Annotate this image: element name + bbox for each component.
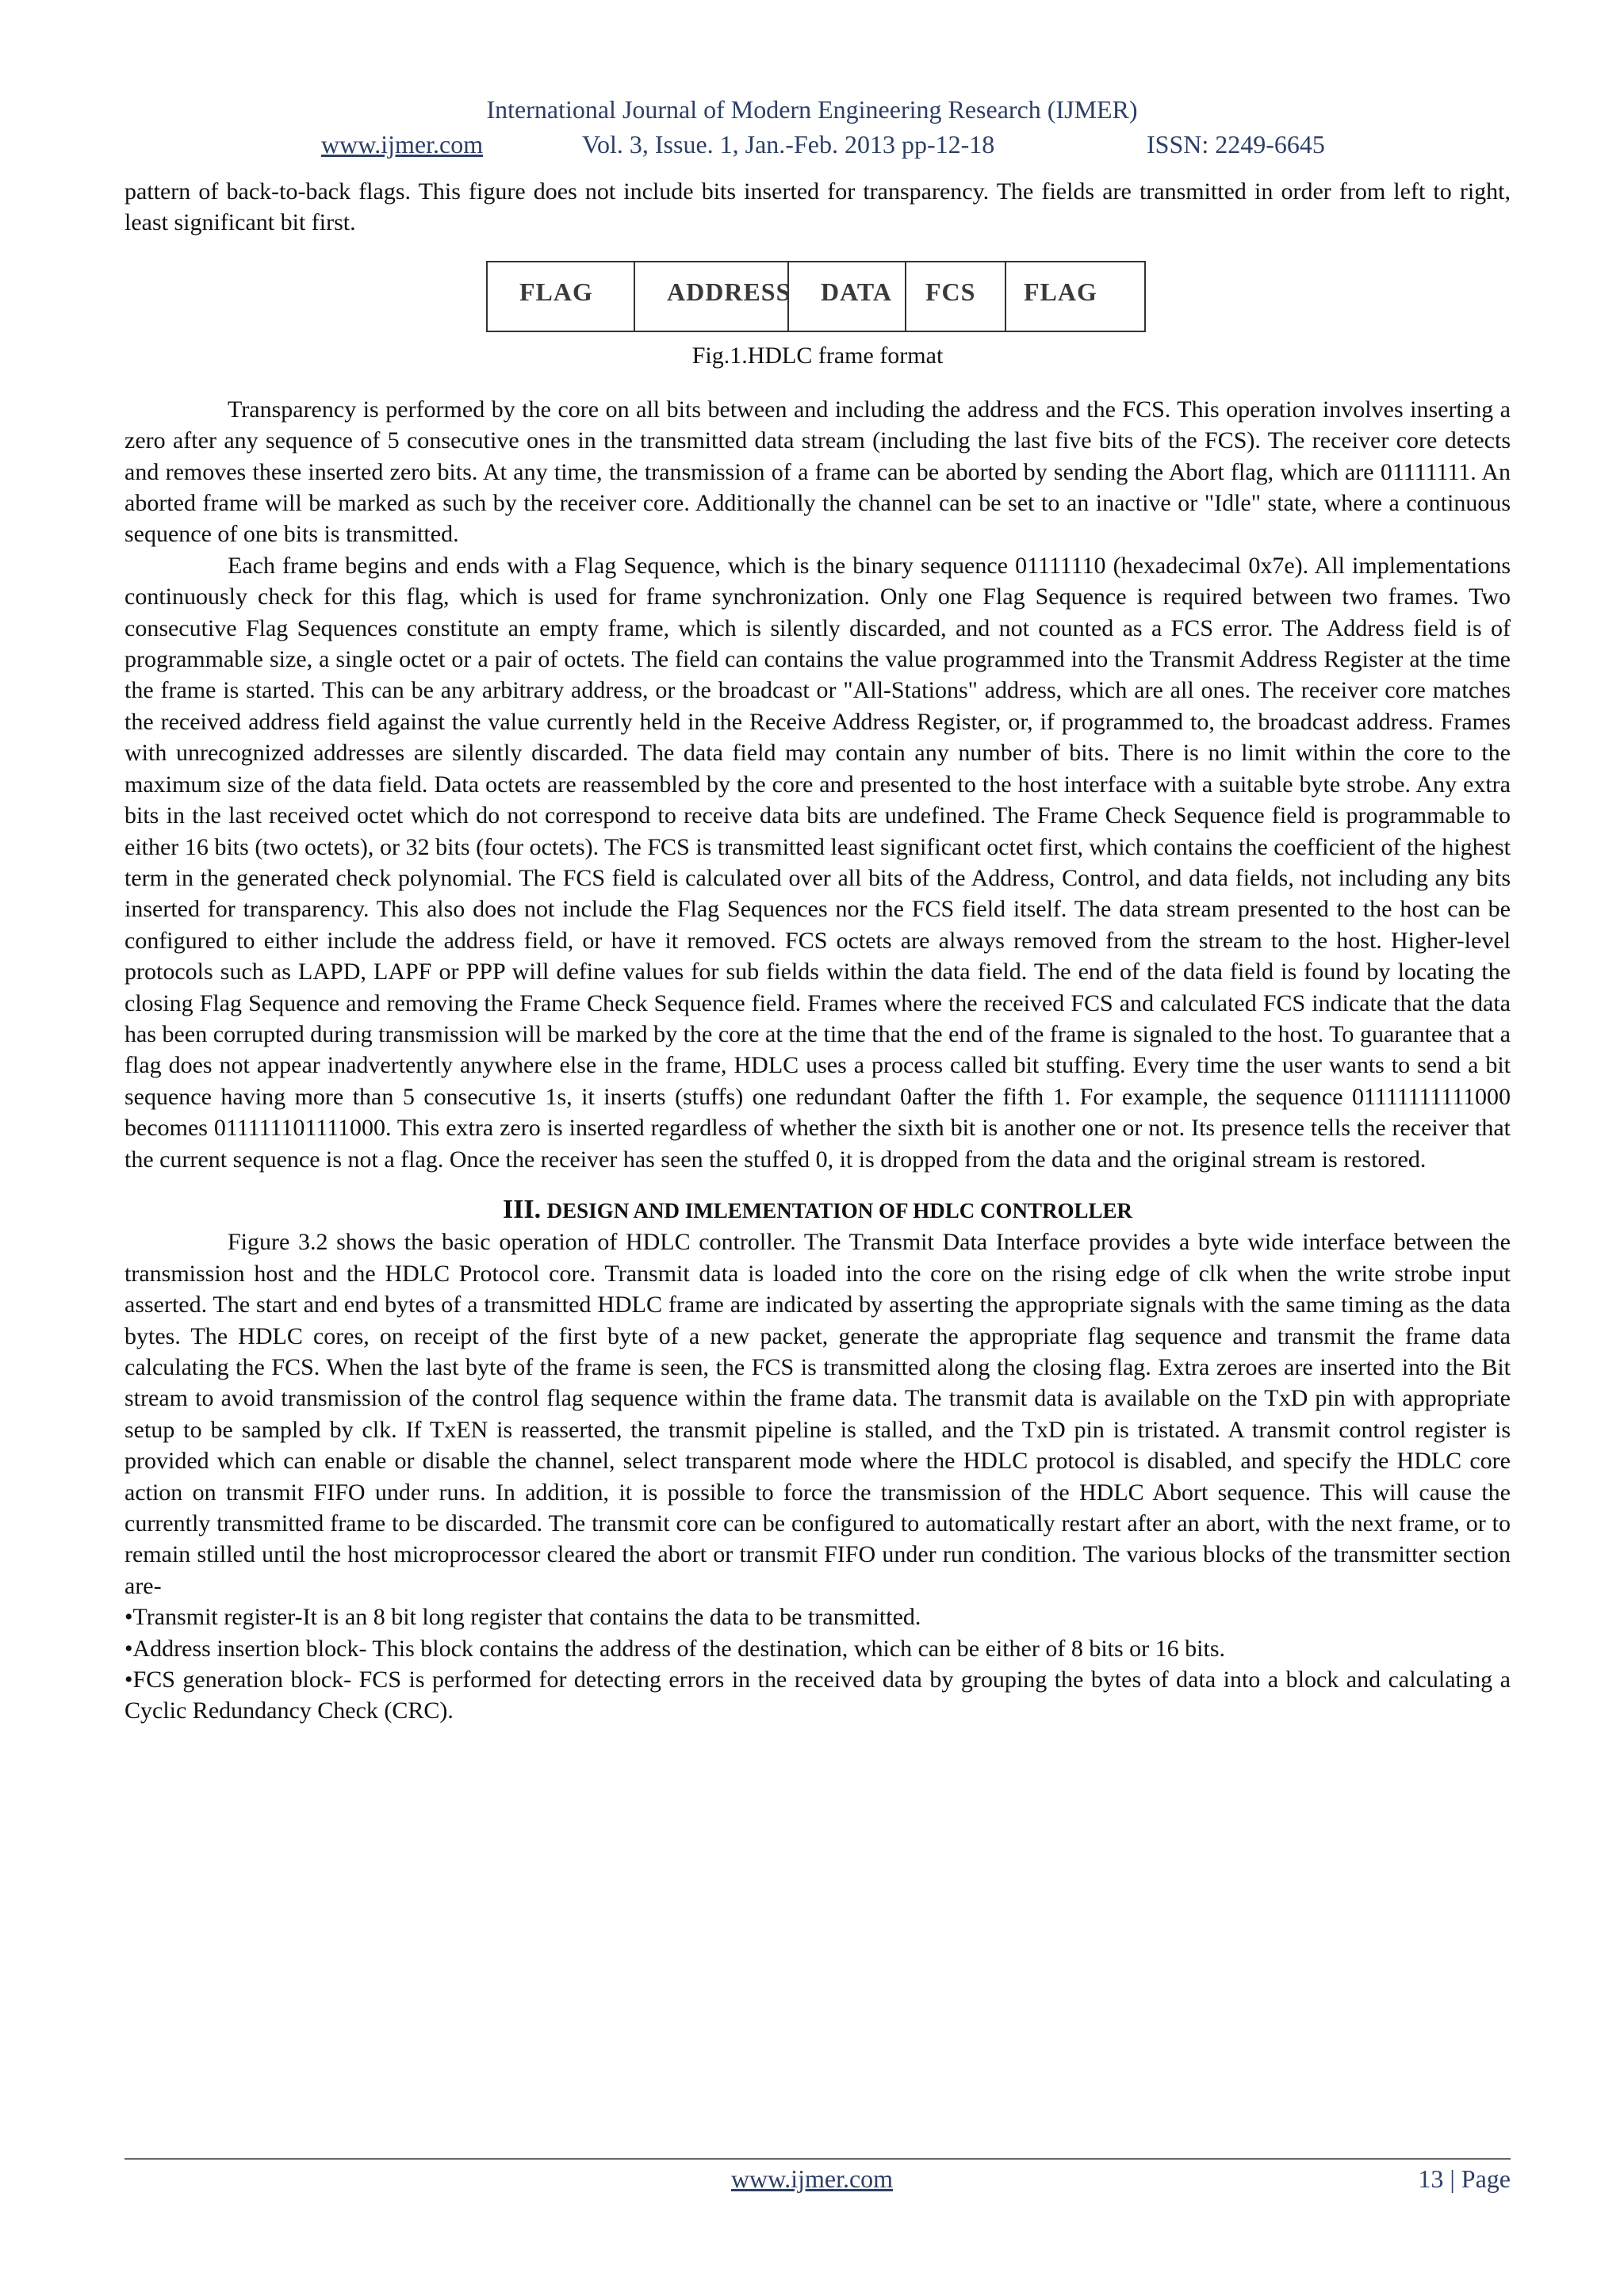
hdlc-frame-figure (486, 261, 1146, 372)
section-title: DESIGN AND IMLEMENTATION OF HDLC CONTROLLER (546, 1198, 1133, 1223)
frame-format-diagram (486, 261, 1146, 332)
footer-divider (124, 2158, 1511, 2160)
page-number: 13 | Page (1418, 2164, 1511, 2193)
bullet-item: •Address insertion block- This block contains the address of the destination, which can be either of 8 bits or 16 bits. (124, 1635, 1225, 1662)
frame-field-fcs: FCS (906, 262, 1006, 331)
bullet-item: •Transmit register-It is an 8 bit long register that contains the data to be transmitted. (124, 1604, 921, 1631)
frame-field-data: DATA (789, 262, 906, 331)
running-header (0, 94, 1624, 160)
issue-line (0, 128, 1624, 160)
issn: ISSN: 2249-6645 (1147, 130, 1325, 159)
frame-field-address: ADDRESS (635, 262, 789, 331)
bullet-item: •FCS generation block- FCS is performed for detecting errors in the received data by grouping the bytes of data into a block and calculating a Cyclic Redundancy Check (CRC). (124, 1667, 1511, 1724)
section-number: III. (502, 1194, 542, 1224)
journal-url-link[interactable]: www.ijmer.com (321, 130, 484, 159)
figure-caption: Fig.1.HDLC frame format (691, 342, 944, 369)
journal-title: International Journal of Modern Engineering Research (IJMER) (486, 95, 1138, 124)
article-body (124, 176, 1511, 1727)
frame-field-flag-open: FLAG (488, 262, 635, 331)
paragraph-design: Figure 3.2 shows the basic operation of HDLC controller. The Transmit Data Interface provides a byte wide interface between the transmission host and the HDLC Protocol core. Transmit data is loaded into the core on the rising edge of clk when the write strobe input asserted. The start and end bytes of a transmitted HDLC frame are indicated by asserting the appropriate signals with the same timing as the data bytes. The HDLC cores, on receipt of the first byte of a new packet, generate the appropriate flag sequence and transmit the frame data calculating the FCS. When the last byte of the frame is seen, the FCS is transmitted along the closing flag. Extra zeroes are inserted into the Bit stream to avoid transmission of the control flag sequence within the frame data. The transmit data is available on the TxD pin with appropriate setup to be sampled by clk. If TxEN is reasserted, the transmit pipeline is stalled, and the TxD pin is tristated. A transmit control register is provided which can enable or disable the channel, select transparent mode where the HDLC protocol is disabled, and specify the HDLC core action on transmit FIFO under runs. In addition, it is possible to force the transmission of the HDLC Abort sequence. This will cause the currently transmitted frame to be discarded. The transmit core can be configured to automatically restart after an abort, with the next frame, or to remain stilled until the host microprocessor cleared the abort or transmit FIFO under run condition. The various blocks of the transmitter section are- (124, 1229, 1511, 1599)
intro-paragraph: pattern of back-to-back flags. This figure does not include bits inserted for transparency. The fields are transmitted in order from left to right, least significant bit first. (124, 178, 1511, 236)
footer-url-link[interactable]: www.ijmer.com (730, 2164, 894, 2193)
section-heading (124, 1194, 1511, 1226)
paragraph-frame-structure: Each frame begins and ends with a Flag Sequence, which is the binary sequence 01111110 (hexadecimal 0x7e). All implementations continuously check for this flag, which is used for frame synchronization. Only one Flag Sequence is required between two frames. Two consecutive Flag Sequences constitute an empty frame, which is silently discarded, and not counted as a FCS error. The Address field is of programmable size, a single octet or a pair of octets. The field can contains the value programmed into the Transmit Address Register at the time the frame is started. This can be any arbitrary address, or the broadcast or "All-Stations" address, which are all ones. The receiver core matches the received address field against the value currently held in the Receive Address Register, or, if programmed to, the broadcast address. Frames with unrecognized addresses are silently discarded. The data field may contain any number of bits. There is no limit within the core to the maximum size of the data field. Data octets are reassembled by the core and presented to the host interface with a suitable byte strobe. Any extra bits in the last received octet which do not correspond to receive data bits are undefined. The Frame Check Sequence field is programmable to either 16 bits (two octets), or 32 bits (four octets). The FCS is transmitted least significant octet first, which contains the coefficient of the highest term in the generated check polynomial. The FCS field is calculated over all bits of the Address, Control, and data fields, not including any bits inserted for transparency. This also does not include the Flag Sequences nor the FCS field itself. The data stream presented to the host can be configured to either include the address field, or have it removed. FCS octets are always removed from the stream to the host. Higher-level protocols such as LAPD, LAPF or PPP will define values for sub fields within the data field. The end of the data field is found by locating the closing Flag Sequence and removing the Frame Check Sequence field. Frames where the received FCS and calculated FCS indicate that the data has been corrupted during transmission will be marked by the core at the time that the end of the frame is signaled to the host. To guarantee that a flag does not appear inadvertently anywhere else in the frame, HDLC uses a process called bit stuffing. Every time the user wants to send a bit sequence having more than 5 consecutive 1s, it inserts (stuffs) one redundant 0after the fifth 1. For example, the sequence 01111111111000 becomes 011111101111000. This extra zero is inserted regardless of whether the sixth bit is another one or not. Its presence tells the receiver that the current sequence is not a flag. Once the receiver has seen the stuffed 0, it is dropped from the data and the original stream is restored. (124, 552, 1511, 1173)
paragraph-transparency: Transparency is performed by the core on all bits between and including the address and the FCS. This operation involves inserting a zero after any sequence of 5 consecutive ones in the transmitted data stream (including the last five bits of the FCS). The receiver core detects and removes these inserted zero bits. At any time, the transmission of a frame can be aborted by sending the Abort flag, which are 01111111. An aborted frame will be marked as such by the receiver core. Additionally the channel can be set to an inactive or "Idle" state, where a continuous sequence of one bits is transmitted. (124, 396, 1511, 548)
volume-info: Vol. 3, Issue. 1, Jan.-Feb. 2013 pp-12-18 (582, 130, 995, 159)
frame-field-flag-close: FLAG (1024, 277, 1097, 306)
